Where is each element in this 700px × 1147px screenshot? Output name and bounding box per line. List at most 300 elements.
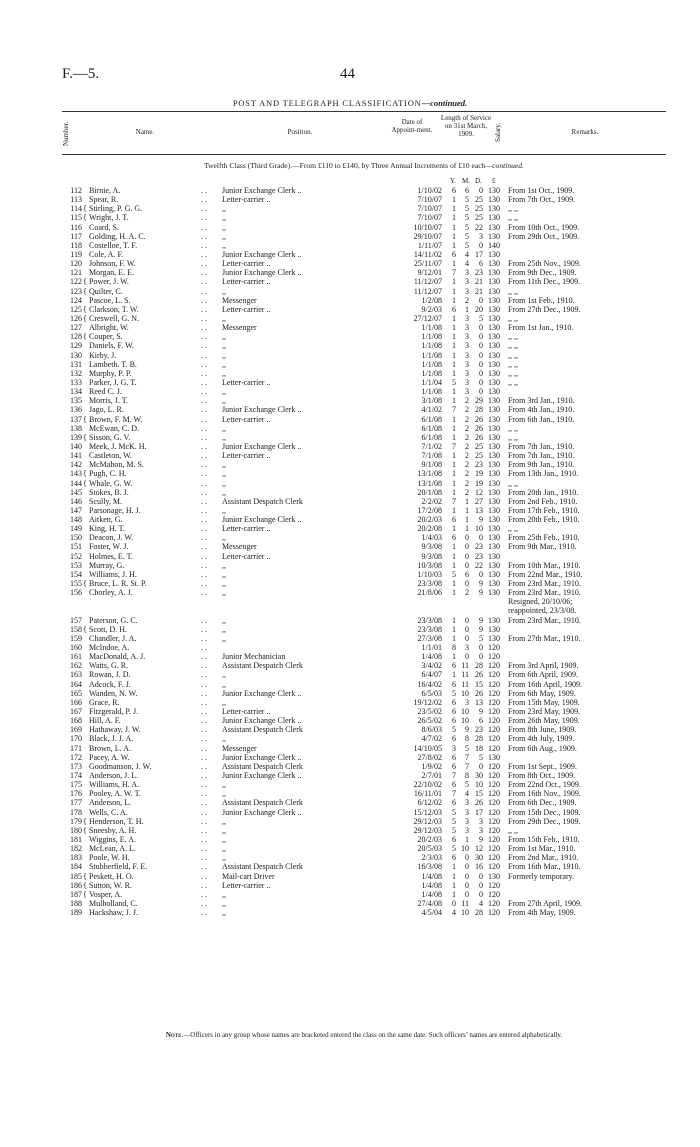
- unit-days: D.: [475, 177, 482, 185]
- row-service-days: 28: [475, 661, 483, 671]
- row-name: Parsonage, H. J.: [89, 505, 141, 515]
- row-salary: 130: [488, 624, 500, 634]
- leader-dots: ..: [201, 222, 209, 232]
- row-name: Wells, C. A.: [89, 807, 128, 817]
- row-bracket: {: [83, 880, 87, 890]
- row-number: 176: [70, 789, 82, 799]
- leader-dots: ..: [201, 898, 209, 908]
- row-appointment-date: 23/3/08: [417, 579, 442, 589]
- row-remarks: From 16th Mar., 1910.: [508, 862, 581, 872]
- leader-dots: ..: [201, 798, 209, 808]
- row-name: Watts, G. R.: [89, 661, 129, 671]
- row-number: 133: [70, 377, 82, 387]
- section-heading: [62, 161, 666, 170]
- row-remarks: From 23rd Mar., 1910.: [508, 579, 581, 589]
- row-service-days: 9: [479, 834, 483, 844]
- row-remarks: From 27th April, 1909.: [508, 898, 583, 908]
- row-service-years: 4: [452, 908, 456, 918]
- row-service-months: 3: [465, 332, 469, 342]
- row-appointment-date: 1/11/07: [417, 240, 442, 250]
- row-remarks: From 6th April, 1909.: [508, 670, 579, 680]
- row-service-days: 0: [479, 377, 483, 387]
- row-service-years: 1: [452, 871, 456, 881]
- column-header-length: Length of Service on 31st March, 1909.: [440, 114, 492, 138]
- row-service-months: 1: [465, 505, 469, 515]
- row-service-months: 3: [465, 350, 469, 360]
- row-salary: 130: [488, 368, 500, 378]
- row-appointment-date: 23/3/08: [417, 615, 442, 625]
- row-appointment-date: 27/12/07: [413, 313, 442, 323]
- table-row: [0, 424, 700, 433]
- row-service-years: 1: [452, 423, 456, 433]
- row-appointment-date: 2/2/02: [421, 496, 442, 506]
- leader-dots: ..: [201, 414, 209, 424]
- table-row: [0, 433, 700, 442]
- row-service-months: 5: [465, 213, 469, 223]
- row-position: ,,: [222, 204, 226, 214]
- leader-dots: ..: [201, 515, 209, 525]
- row-remarks: ,, ,,: [508, 359, 518, 369]
- row-salary: 120: [488, 771, 500, 780]
- row-service-days: 13: [475, 505, 483, 515]
- row-remarks: From 16th Nov., 1909.: [508, 789, 581, 799]
- table-row: [0, 579, 700, 588]
- row-service-months: 3: [465, 286, 469, 296]
- row-appointment-date: 1/1/04: [421, 377, 442, 387]
- row-service-years: 1: [452, 505, 456, 515]
- row-salary: 130: [488, 533, 500, 543]
- row-service-days: 10: [475, 524, 483, 534]
- row-position: Messenger: [222, 542, 257, 552]
- row-appointment-date: 1/1/01: [421, 643, 442, 653]
- row-service-years: 6: [452, 661, 456, 671]
- row-number: 171: [70, 743, 82, 753]
- row-number: 125: [70, 304, 82, 314]
- row-appointment-date: 10/3/08: [417, 560, 442, 570]
- row-service-years: 1: [452, 222, 456, 232]
- row-service-days: 26: [475, 670, 483, 680]
- row-name: Murphy, P. P.: [89, 368, 132, 378]
- row-appointment-date: 13/1/08: [417, 478, 442, 488]
- row-number: 170: [70, 734, 82, 744]
- leader-dots: ..: [201, 579, 209, 589]
- row-name: MacDonald, A. J.: [89, 652, 146, 662]
- leader-dots: ..: [201, 341, 209, 351]
- row-appointment-date: 7/10/07: [417, 204, 442, 214]
- row-service-months: 0: [465, 624, 469, 634]
- row-bracket: {: [83, 816, 87, 826]
- row-number: 156: [70, 588, 82, 598]
- row-appointment-date: 20/2/03: [417, 834, 442, 844]
- row-service-years: 6: [452, 734, 456, 744]
- row-service-days: 15: [475, 679, 483, 689]
- row-service-years: 5: [452, 844, 456, 854]
- table-row: [0, 552, 700, 561]
- row-number: 146: [70, 496, 82, 506]
- row-service-years: 5: [452, 569, 456, 579]
- row-position: Assistant Despatch Clerk: [222, 761, 303, 771]
- row-service-years: 1: [452, 195, 456, 205]
- row-position: ,,: [222, 908, 226, 918]
- row-name: Morris, J. T.: [89, 396, 129, 406]
- row-appointment-date: 29/12/03: [413, 816, 442, 826]
- row-appointment-date: 26/5/02: [417, 716, 442, 726]
- row-remarks: From 4th July, 1909.: [508, 734, 575, 744]
- table-row: [0, 634, 700, 643]
- row-name: Chandler, J. A.: [89, 633, 137, 643]
- table-row: [0, 808, 700, 817]
- table-row: [0, 908, 700, 917]
- row-position: Letter-carrier ..: [222, 414, 271, 424]
- leader-dots: ..: [201, 643, 209, 653]
- row-service-years: 1: [452, 387, 456, 397]
- page-title-continued: —continued.: [421, 98, 468, 108]
- row-number: 151: [70, 542, 82, 552]
- row-bracket: {: [83, 469, 87, 479]
- row-service-months: 5: [465, 240, 469, 250]
- row-position: ,,: [222, 460, 226, 470]
- row-salary: 130: [488, 414, 500, 424]
- row-number: 189: [70, 908, 82, 918]
- row-service-years: 1: [452, 213, 456, 223]
- row-service-months: 3: [465, 313, 469, 323]
- table-row: [0, 415, 700, 424]
- row-position: Junior Exchange Clerk ..: [222, 249, 302, 259]
- row-salary: 130: [488, 560, 500, 570]
- leader-dots: ..: [201, 249, 209, 259]
- row-remarks: ,, ,,: [508, 213, 518, 223]
- row-service-days: 25: [475, 441, 483, 451]
- row-position: Assistant Despatch Clerk: [222, 862, 303, 872]
- row-appointment-date: 6/5/03: [421, 688, 442, 698]
- row-number: 179: [70, 816, 82, 826]
- row-service-months: 2: [465, 414, 469, 424]
- row-salary: 120: [488, 707, 500, 717]
- row-service-years: 6: [452, 679, 456, 689]
- row-service-days: 0: [479, 643, 483, 653]
- row-number: 129: [70, 341, 82, 351]
- table-row: [0, 250, 700, 259]
- row-service-months: 3: [465, 368, 469, 378]
- table-row: [0, 542, 700, 551]
- row-service-years: 1: [452, 295, 456, 305]
- row-service-years: 1: [452, 542, 456, 552]
- row-name: Pugh, C. H.: [89, 469, 127, 479]
- row-salary: 130: [488, 204, 500, 214]
- row-name: Paterson, G. C.: [89, 615, 138, 625]
- row-service-years: 1: [452, 487, 456, 497]
- row-service-years: 5: [452, 688, 456, 698]
- row-bracket: {: [83, 213, 87, 223]
- row-appointment-date: 14/11/02: [413, 249, 442, 259]
- row-service-months: 2: [465, 487, 469, 497]
- row-position: Letter-carrier ..: [222, 277, 271, 287]
- row-bracket: {: [83, 332, 87, 342]
- leader-dots: ..: [201, 588, 209, 598]
- row-number: 145: [70, 487, 82, 497]
- row-remarks: From 25th Feb., 1910.: [508, 533, 580, 543]
- row-salary: 130: [488, 752, 500, 762]
- row-position: Messenger: [222, 323, 257, 333]
- row-number: 114: [70, 204, 82, 214]
- row-salary: 130: [488, 195, 500, 205]
- row-name: Costelloe, T. F.: [89, 240, 138, 250]
- row-position: ,,: [222, 825, 226, 835]
- row-service-months: 2: [465, 405, 469, 415]
- row-remarks: From 15th Dec., 1909.: [508, 807, 581, 817]
- row-name: Jago, L. R.: [89, 405, 124, 415]
- row-salary: 120: [488, 780, 500, 790]
- table-row: [0, 570, 700, 579]
- table-row: [0, 351, 700, 360]
- row-appointment-date: 27/3/08: [417, 633, 442, 643]
- row-service-months: 1: [465, 834, 469, 844]
- row-service-months: 11: [461, 898, 469, 908]
- leader-dots: ..: [201, 542, 209, 552]
- leader-dots: ..: [201, 286, 209, 296]
- row-salary: 130: [488, 231, 500, 241]
- leader-dots: ..: [201, 460, 209, 470]
- row-appointment-date: 4/7/02: [421, 734, 442, 744]
- table-row: [0, 771, 700, 780]
- row-service-months: 7: [465, 761, 469, 771]
- row-appointment-date: 4/1/02: [421, 405, 442, 415]
- row-appointment-date: 9/12/01: [417, 268, 442, 278]
- row-number: 127: [70, 323, 82, 333]
- row-service-days: 9: [479, 615, 483, 625]
- row-service-days: 0: [479, 323, 483, 333]
- row-appointment-date: 1/4/03: [421, 533, 442, 543]
- row-number: 118: [70, 240, 82, 250]
- row-remarks: ,, ,,: [508, 524, 518, 534]
- row-remarks: From 1st Mar., 1910.: [508, 844, 576, 854]
- row-service-days: 4: [479, 898, 483, 908]
- row-number: 185: [70, 871, 82, 881]
- row-service-months: 2: [465, 441, 469, 451]
- row-service-years: 1: [452, 332, 456, 342]
- row-name: Parker, J. G. T.: [89, 377, 137, 387]
- row-service-days: 0: [479, 387, 483, 397]
- row-salary: 130: [488, 569, 500, 579]
- row-salary: 130: [488, 496, 500, 506]
- row-position: ,,: [222, 387, 226, 397]
- row-remarks: From 25th Nov., 1909.: [508, 259, 581, 269]
- row-salary: 120: [488, 834, 500, 844]
- row-appointment-date: 23/5/02: [417, 707, 442, 717]
- row-remarks: ,, ,,: [508, 204, 518, 214]
- row-number: 144: [70, 478, 82, 488]
- row-service-days: 29: [475, 396, 483, 406]
- row-name: Wanden, N. W.: [89, 688, 138, 698]
- row-position: ,,: [222, 487, 226, 497]
- row-service-months: 2: [465, 295, 469, 305]
- row-name: Birnie, A.: [89, 186, 121, 195]
- row-service-years: 6: [452, 761, 456, 771]
- row-service-months: 3: [465, 277, 469, 287]
- row-service-years: 7: [452, 789, 456, 799]
- row-service-years: 1: [452, 277, 456, 287]
- row-position: ,,: [222, 898, 226, 908]
- row-service-days: 26: [475, 432, 483, 442]
- leader-dots: ..: [201, 771, 209, 780]
- table-row: [0, 707, 700, 716]
- row-salary: 130: [488, 405, 500, 415]
- row-remarks: From 9th Dec., 1909.: [508, 268, 577, 278]
- row-name: McMahon, M. S.: [89, 460, 144, 470]
- row-appointment-date: 1/1/08: [421, 323, 442, 333]
- leader-dots: ..: [201, 679, 209, 689]
- row-service-days: 30: [475, 853, 483, 863]
- row-service-months: 2: [465, 423, 469, 433]
- row-remarks: From 26th May, 1909.: [508, 716, 580, 726]
- document-code: F.—5.: [62, 66, 100, 82]
- table-row: [0, 561, 700, 570]
- row-remarks: ,, ,,: [508, 432, 518, 442]
- row-name: Wright, J. T.: [89, 213, 129, 223]
- row-appointment-date: 27/8/02: [417, 752, 442, 762]
- row-salary: 130: [488, 524, 500, 534]
- table-row: [0, 716, 700, 725]
- row-number: 153: [70, 560, 82, 570]
- row-service-days: 16: [475, 862, 483, 872]
- row-bracket: {: [83, 204, 87, 214]
- row-service-months: 0: [465, 551, 469, 561]
- row-appointment-date: 6/4/07: [421, 670, 442, 680]
- row-salary: 130: [488, 377, 500, 387]
- row-service-years: 6: [452, 697, 456, 707]
- leader-dots: ..: [201, 688, 209, 698]
- row-salary: 120: [488, 679, 500, 689]
- row-position: Junior Exchange Clerk ..: [222, 186, 302, 195]
- row-service-months: 2: [465, 460, 469, 470]
- table-row: [0, 744, 700, 753]
- row-service-months: 5: [465, 231, 469, 241]
- staff-table: [0, 186, 700, 917]
- row-appointment-date: 20/2/08: [417, 524, 442, 534]
- row-position: Letter-carrier ..: [222, 524, 271, 534]
- row-appointment-date: 9/3/08: [421, 551, 442, 561]
- table-row: [0, 204, 700, 213]
- row-appointment-date: 1/1/08: [421, 387, 442, 397]
- table-row: [0, 680, 700, 689]
- row-bracket: {: [83, 304, 87, 314]
- row-number: 161: [70, 652, 82, 662]
- row-service-days: 9: [479, 588, 483, 598]
- row-remarks: From 7th Jan., 1910.: [508, 441, 575, 451]
- row-salary: 120: [488, 908, 500, 918]
- row-name: Hill, A. F.: [89, 716, 121, 726]
- row-service-days: 5: [479, 752, 483, 762]
- row-salary: 130: [488, 542, 500, 552]
- row-service-months: 0: [465, 615, 469, 625]
- row-name: Pacey, A. W.: [89, 752, 130, 762]
- row-service-days: 23: [475, 268, 483, 278]
- row-service-years: 1: [452, 240, 456, 250]
- page-title-main: POST AND TELEGRAPH CLASSIFICATION: [232, 98, 422, 108]
- row-position: Junior Exchange Clerk ..: [222, 716, 302, 726]
- row-name: Sutton, W. R.: [89, 880, 132, 890]
- row-number: 178: [70, 807, 82, 817]
- row-name: Daniels, F. W.: [89, 341, 134, 351]
- row-position: Junior Mechanician: [222, 652, 286, 662]
- leader-dots: ..: [201, 707, 209, 717]
- leader-dots: ..: [201, 240, 209, 250]
- row-service-years: 7: [452, 441, 456, 451]
- row-service-days: 18: [475, 743, 483, 753]
- row-service-days: 0: [479, 871, 483, 881]
- table-row: [0, 323, 700, 332]
- row-service-days: 0: [479, 341, 483, 351]
- row-position: ,,: [222, 789, 226, 799]
- row-name: Creswell, G. N.: [89, 313, 139, 323]
- row-service-months: 0: [465, 871, 469, 881]
- row-service-months: 3: [465, 341, 469, 351]
- row-service-years: 1: [452, 313, 456, 323]
- row-service-years: 1: [452, 889, 456, 899]
- row-service-months: 5: [465, 780, 469, 790]
- row-name: Meek, J. McK. H.: [89, 441, 147, 451]
- row-name: Clarkson, T. W.: [89, 304, 139, 314]
- row-service-days: 3: [479, 825, 483, 835]
- row-position: Junior Exchange Clerk ..: [222, 268, 302, 278]
- row-number: 159: [70, 633, 82, 643]
- row-position: ,,: [222, 560, 226, 570]
- row-position: ,,: [222, 368, 226, 378]
- row-remarks: From 1st Oct., 1909.: [508, 186, 575, 195]
- row-salary: 140: [488, 240, 500, 250]
- row-service-months: 4: [465, 789, 469, 799]
- table-row: [0, 442, 700, 451]
- leader-dots: ..: [201, 213, 209, 223]
- row-position: ,,: [222, 350, 226, 360]
- row-position: ,,: [222, 679, 226, 689]
- row-name: Murray, G.: [89, 560, 125, 570]
- table-row: [0, 488, 700, 497]
- row-position: ,,: [222, 579, 226, 589]
- row-service-days: 20: [475, 304, 483, 314]
- row-salary: 120: [488, 734, 500, 744]
- row-position: ,,: [222, 624, 226, 634]
- row-appointment-date: 2/3/03: [421, 853, 442, 863]
- row-salary: 130: [488, 341, 500, 351]
- row-remarks: From 2nd Feb., 1910.: [508, 496, 578, 506]
- row-service-days: 12: [475, 844, 483, 854]
- row-service-months: 11: [461, 670, 469, 680]
- row-name: Kirby, J.: [89, 350, 117, 360]
- row-service-months: 3: [465, 268, 469, 278]
- row-number: 117: [70, 231, 82, 241]
- row-service-months: 6: [465, 569, 469, 579]
- leader-dots: ..: [201, 633, 209, 643]
- row-number: 186: [70, 880, 82, 890]
- row-salary: 130: [488, 487, 500, 497]
- table-row: [0, 378, 700, 387]
- table-row: [0, 762, 700, 771]
- row-name: Castleton, W.: [89, 451, 132, 461]
- row-service-months: 11: [461, 679, 469, 689]
- row-position: Messenger: [222, 743, 257, 753]
- row-salary: 130: [488, 588, 500, 598]
- row-position: Letter-carrier ..: [222, 451, 271, 461]
- row-name: Hathaway, J. W.: [89, 725, 141, 735]
- row-service-days: 6: [479, 716, 483, 726]
- leader-dots: ..: [201, 368, 209, 378]
- row-salary: 120: [488, 889, 500, 899]
- row-service-months: 4: [465, 249, 469, 259]
- row-number: 168: [70, 716, 82, 726]
- row-service-days: 25: [475, 451, 483, 461]
- leader-dots: ..: [201, 889, 209, 899]
